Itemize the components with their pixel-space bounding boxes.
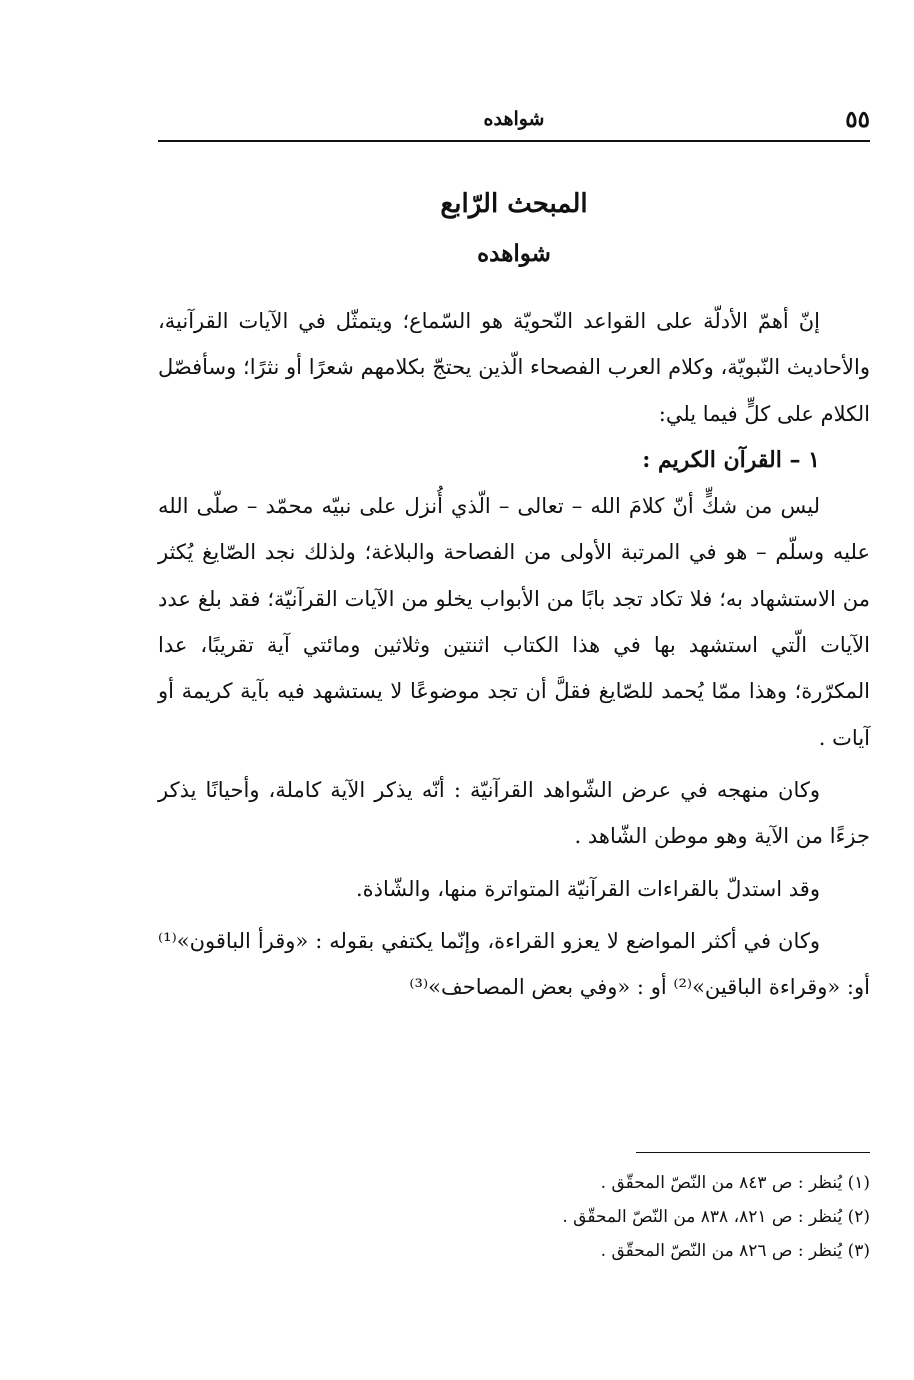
paragraph-quran: ليس من شكٍّ أنّ كلامَ الله – تعالى – الّذي أُنزل على نبيّه محمّد – صلّى الله عليه وسلّم – هو في المرتبة الأولى من الفصاحة والبلاغة؛ ولذلك نجد الصّايغ يُكثر من الاستشهاد به؛ فلا تكاد تجد بابًا من الأبواب يخلو من الآيات القرآنيّة؛ فقد بلغ عدد الآيات الّتي استشهد بها في هذا الكتاب اثنتين وثلاثين ومائتي آية تقريبًا، عدا المكرّرة؛ وهذا ممّا يُحمد للصّايغ فقلَّ أن تجد موضوعًا لا يستشهد فيه بآية كريمة أو آيات .	[158, 494, 870, 750]
header-rule	[158, 140, 870, 142]
section-subheading: شواهده	[477, 240, 551, 267]
body-text	[158, 298, 870, 1010]
paragraph-attribution: وكان في أكثر المواضع لا يعزو القراءة، وإنّما يكتفي بقوله : «وقرأ الباقون»⁽¹⁾ أو: «وقراءة الباقين»⁽²⁾ أو : «وفي بعض المصاحف»⁽³⁾	[158, 928, 870, 1000]
footnote-2: (٢) يُنظر : ص ٨٢١، ٨٣٨ من النّصّ المحقّق .	[562, 1207, 870, 1227]
footnote-rule	[636, 1152, 870, 1153]
book-page	[158, 0, 870, 1380]
footnotes	[158, 1166, 870, 1268]
running-header	[158, 104, 870, 140]
paragraph-method: وكان منهجه في عرض الشّواهد القرآنيّة : أنّه يذكر الآية كاملة، وأحيانًا يذكر جزءًا من الآية وهو موطن الشّاهد .	[158, 777, 870, 849]
section-heading: المبحث الرّابع	[440, 189, 588, 219]
footnote-1: (١) يُنظر : ص ٨٤٣ من النّصّ المحقّق .	[600, 1173, 870, 1193]
paragraph-readings: وقد استدلّ بالقراءات القرآنيّة المتواترة منها، والشّاذة.	[356, 876, 820, 901]
subsection-title: ١ – القرآن الكريم :	[642, 446, 820, 473]
footnote-3: (٣) يُنظر : ص ٨٢٦ من النّصّ المحقّق .	[600, 1241, 870, 1261]
running-title: شواهده	[483, 108, 545, 130]
page-number: ٥٥	[845, 106, 870, 133]
paragraph-intro: إنّ أهمّ الأدلّة على القواعد النّحويّة هو السّماع؛ ويتمثّل في الآيات القرآنية، والأحاديث النّبويّة، وكلام العرب الفصحاء الّذين يحتجّ بكلامهم شعرًا أو نثرًا؛ وسأفصّل الكلام على كلٍّ فيما يلي:	[158, 309, 870, 426]
